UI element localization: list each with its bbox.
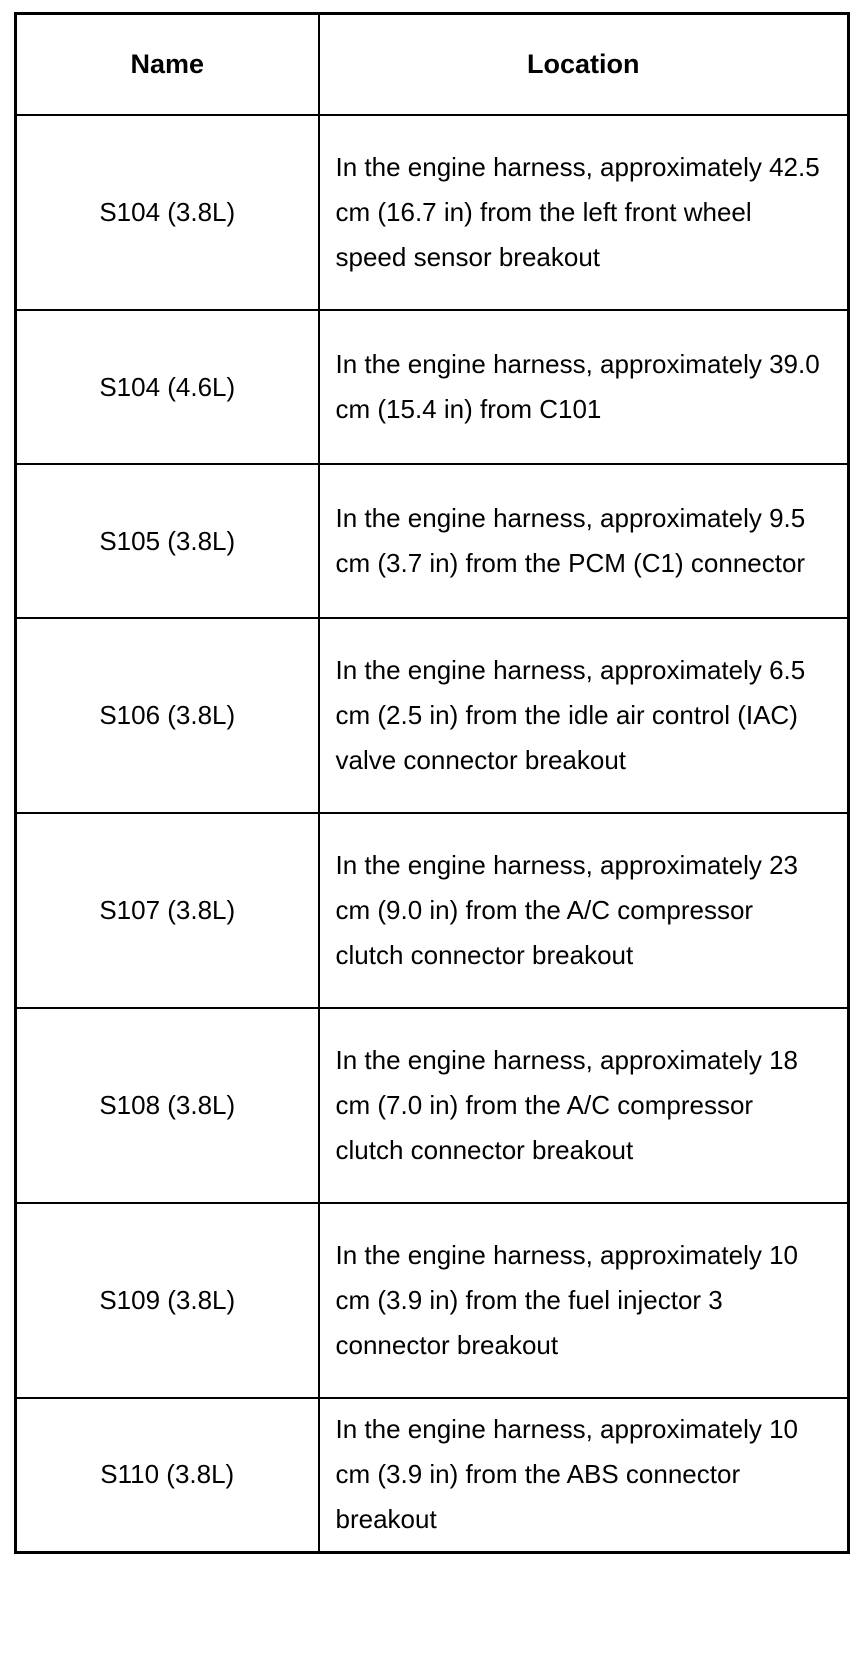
table-row (16, 813, 849, 1008)
splice-name: S107 (3.8L) (16, 813, 319, 1008)
location-column-header: Location (319, 14, 849, 116)
splice-name: S110 (3.8L) (16, 1398, 319, 1552)
table-row (16, 115, 849, 310)
table-row (16, 1203, 849, 1398)
splice-location: In the engine harness, approximately 10 cm (3.9 in) from the ABS connector breakout (319, 1398, 849, 1552)
splice-name: S106 (3.8L) (16, 618, 319, 813)
table-row (16, 1398, 849, 1552)
splice-location: In the engine harness, approximately 18 cm (7.0 in) from the A/C compressor clutch connector breakout (319, 1008, 849, 1203)
header-row (16, 14, 849, 116)
table-row (16, 618, 849, 813)
splice-location: In the engine harness, approximately 9.5 cm (3.7 in) from the PCM (C1) connector (319, 464, 849, 618)
splice-location: In the engine harness, approximately 39.0 cm (15.4 in) from C101 (319, 310, 849, 464)
splice-location: In the engine harness, approximately 42.5 cm (16.7 in) from the left front wheel speed sensor breakout (319, 115, 849, 310)
splice-location: In the engine harness, approximately 23 cm (9.0 in) from the A/C compressor clutch connector breakout (319, 813, 849, 1008)
name-column-header: Name (16, 14, 319, 116)
splice-name: S104 (4.6L) (16, 310, 319, 464)
table-row (16, 464, 849, 618)
splice-location-table (14, 12, 850, 1554)
table-row (16, 1008, 849, 1203)
splice-location: In the engine harness, approximately 6.5 cm (2.5 in) from the idle air control (IAC) valve connector breakout (319, 618, 849, 813)
splice-name: S105 (3.8L) (16, 464, 319, 618)
splice-name: S109 (3.8L) (16, 1203, 319, 1398)
splice-location: In the engine harness, approximately 10 cm (3.9 in) from the fuel injector 3 connector breakout (319, 1203, 849, 1398)
table-row (16, 310, 849, 464)
splice-name: S104 (3.8L) (16, 115, 319, 310)
splice-name: S108 (3.8L) (16, 1008, 319, 1203)
